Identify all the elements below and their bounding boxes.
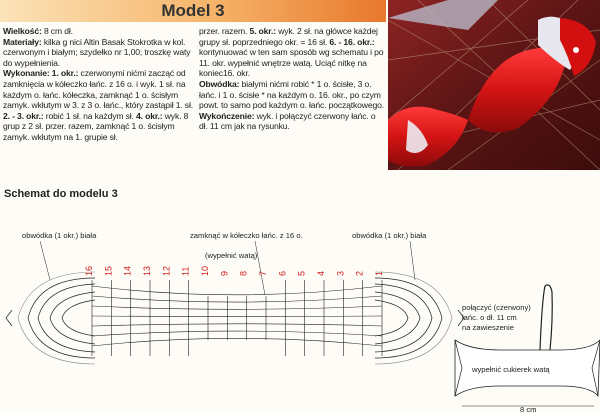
hanging-loop (540, 285, 552, 350)
row-number: 1 (374, 270, 384, 276)
row-number: 10 (200, 265, 210, 276)
width-label: 8 cm (520, 405, 537, 414)
row-numbers (84, 266, 384, 276)
row-number: 15 (103, 265, 114, 276)
left-end-border (18, 272, 95, 364)
row-number: 5 (296, 270, 307, 276)
paragraph: Materiały: kilka g nici Altin Basak Stokrotka w kol. czerwonym i białym; szydełko nr 1,00; troszkę waty do wypełnienia. (3, 36, 191, 68)
row-number: 7 (258, 270, 268, 276)
row-number: 11 (180, 266, 191, 276)
row-number: 8 (238, 270, 249, 276)
stitch-row (92, 296, 382, 302)
row-number: 6 (277, 270, 288, 276)
paragraph: Wykonanie: 1. okr.: czerwonymi nićmi zacząć od zamknięcia w kółeczko łańc. z 16 o. i wyk. 1 sł. na każdym o. łańc. kółeczka, zamknąć 1 o. ścisłym zamyk. wkłutym w 3. z 3 o. łańc., który zastąpił 1. sł. 2. - 3. okr.: robić 1 sł. na każdym sł. 4. okr.: wyk. 8 grup z 2 sł. przer. razem, zamknąć 1 o. ścisłym zamyk. wkłutym na 1. grupie sł. (3, 68, 193, 142)
row-number: 9 (219, 270, 230, 276)
paragraph: Wykończenie: wyk. i połączyć czerwony łańc. o dł. 11 cm jak na rysunku. (199, 110, 376, 132)
paragraph: Obwódka: białymi nićmi robić * 1 o. ścisłe, 3 o. łańc. i 1 o. ścisłe * na każdym o. 16. okr., po czym powt. to samo pod każdym o. łańc. początkowego. (199, 78, 384, 111)
body-grid (92, 280, 382, 356)
paragraph: przer. razem. 5. okr.: wyk. 2 sł. na główce każdej grupy sł. poprzedniego okr. = 16 sł. 6. - 16. okr.: kontynuować w ten sam sposób wg schematu i po 11. okr. wypełnić wnętrze watą. Uciąć nitkę na koniec16. okr. (199, 26, 384, 79)
stitch-row (92, 306, 382, 309)
stuffed-label: (wypełnić watą) (205, 251, 258, 260)
schema-title: Schemat do modelu 3 (4, 188, 118, 200)
stitch-row (92, 324, 382, 326)
candy-photo (388, 0, 600, 170)
row-number: 4 (316, 270, 326, 276)
right-end-rings (375, 278, 442, 358)
instructions-column-1 (3, 26, 193, 143)
paragraph: Wielkość: 8 cm dł. (3, 26, 73, 36)
row-number: 14 (122, 265, 133, 276)
join-label-2: łańc. o dł. 11 cm (462, 313, 517, 322)
border-left-label: obwódka (1 okr.) biała (22, 231, 97, 240)
join-label-3: na zawieszenie (462, 323, 514, 332)
row-number: 2 (354, 270, 365, 276)
join-label-1: połączyć (czerwony) (462, 303, 531, 312)
page-title: Model 3 (161, 1, 225, 20)
instructions-column-2 (199, 26, 385, 132)
stitch-row (92, 331, 382, 336)
leader-line (255, 241, 265, 295)
close-ring-label: zamknąć w kółeczko łańc. z 16 o. (190, 231, 303, 240)
border-right-label: obwódka (1 okr.) biała (352, 231, 427, 240)
row-number: 12 (161, 265, 172, 276)
stitch-row (92, 316, 382, 317)
crochet-schema-diagram (0, 200, 600, 414)
candy-photo-illustration (388, 0, 600, 170)
left-end-rings (28, 278, 95, 358)
row-number: 3 (335, 270, 346, 276)
leader-line (410, 241, 415, 280)
row-number: 16 (84, 265, 94, 276)
stitch-row (92, 338, 382, 346)
right-end-border (375, 272, 452, 364)
leader-line (40, 241, 50, 280)
stitch-row (92, 286, 382, 295)
row-number: 13 (142, 265, 152, 276)
fill-label: wypełnić cukierek watą (472, 365, 550, 374)
